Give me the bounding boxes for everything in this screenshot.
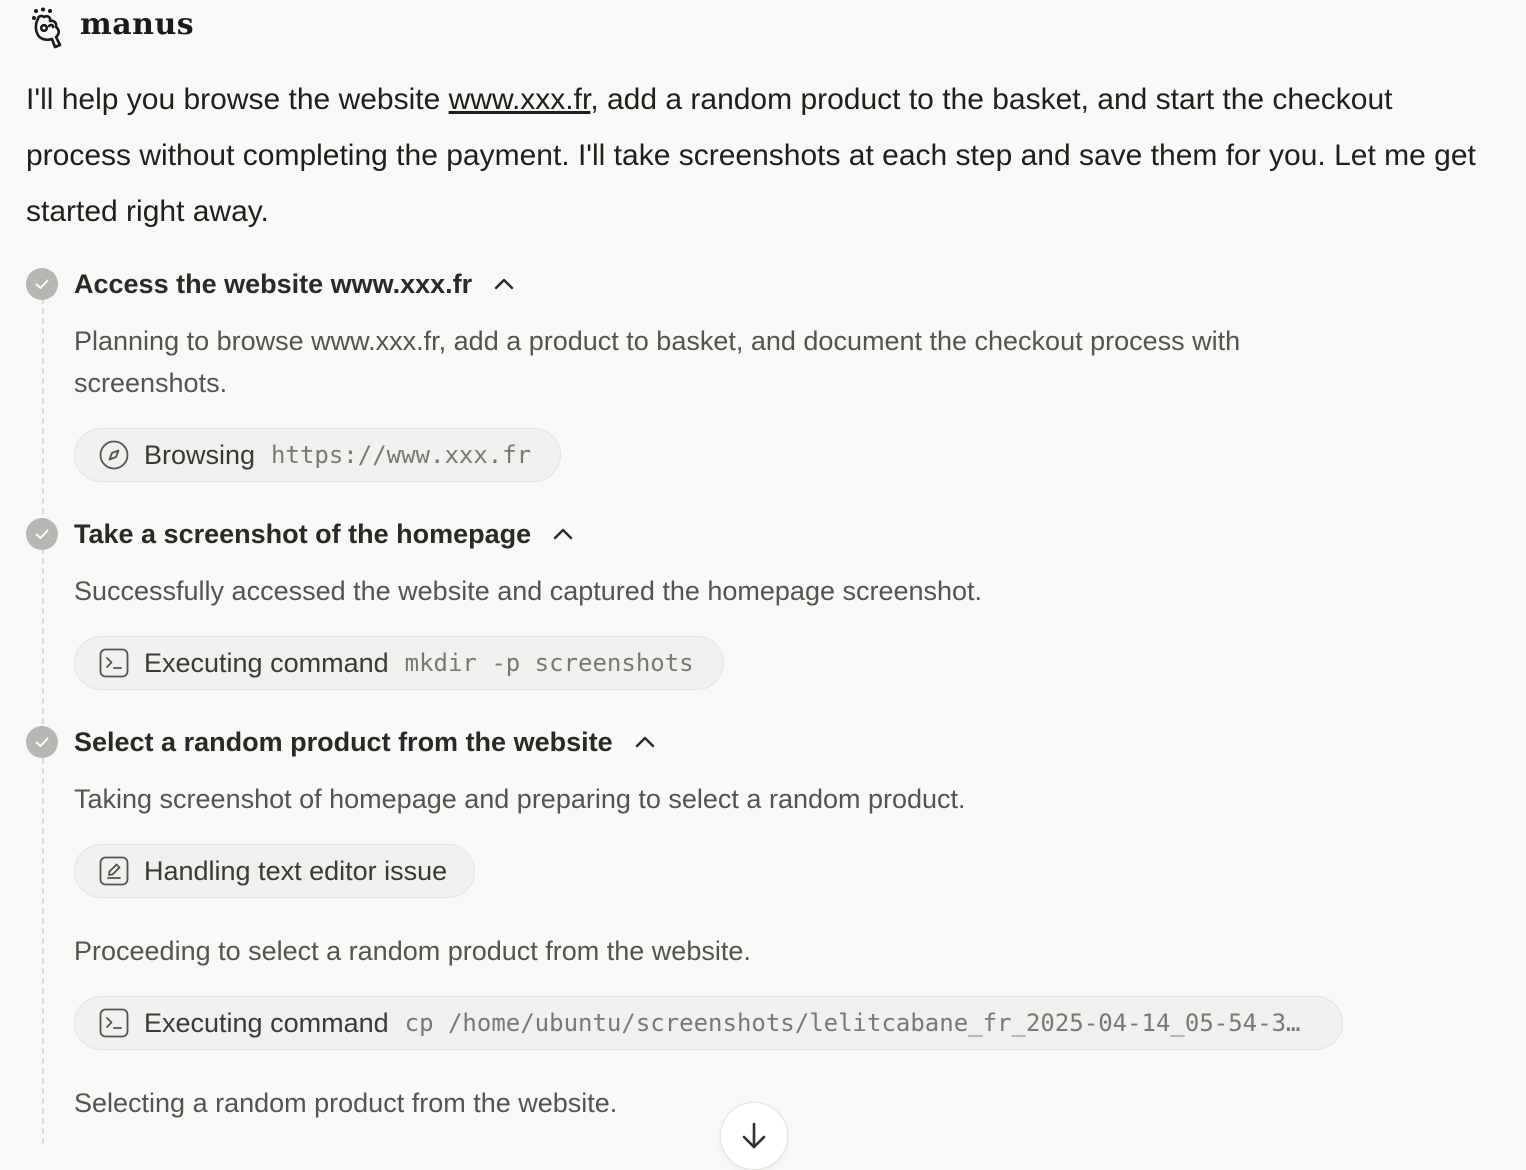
terminal-icon	[99, 648, 129, 678]
compass-icon	[99, 440, 129, 470]
step-description: Successfully accessed the website and captured the homepage screenshot.	[74, 576, 983, 606]
step-note: Proceeding to select a random product from the website.	[74, 936, 751, 966]
edit-icon	[99, 856, 129, 886]
step-title: Access the website www.xxx.fr	[74, 268, 473, 299]
check-icon	[26, 518, 58, 550]
action-chip-command[interactable]	[74, 996, 1343, 1050]
chevron-up-icon[interactable]	[551, 522, 575, 546]
step-title: Take a screenshot of the homepage	[74, 518, 532, 549]
action-chip-command[interactable]	[74, 636, 724, 690]
check-icon	[26, 268, 58, 300]
action-argument: https://www.xxx.fr	[271, 441, 532, 469]
step-header[interactable]	[26, 517, 1506, 551]
step-homepage-screenshot[interactable]	[26, 517, 1506, 551]
action-chip-browsing[interactable]	[74, 428, 561, 482]
action-label: Browsing	[144, 439, 256, 470]
brand-name: manus	[80, 6, 195, 42]
terminal-icon	[99, 1008, 129, 1038]
step-description: Taking screenshot of homepage and preparing to select a random product.	[74, 784, 966, 814]
intro-text-after-link: , add a random product to the basket, and start the checkout process without completing the payment. I'll take screenshots at each step and save them for you. Let me get started right away.	[26, 83, 1476, 228]
step-select-product[interactable]	[26, 725, 1506, 759]
step-note: Selecting a random product from the website.	[74, 1088, 618, 1118]
scroll-to-bottom-button[interactable]	[720, 1102, 788, 1170]
chevron-up-icon[interactable]	[492, 272, 516, 296]
assistant-intro-message	[26, 72, 1496, 240]
action-argument: mkdir -p screenshots	[404, 649, 694, 677]
step-header[interactable]	[26, 267, 1506, 301]
intro-website-link[interactable]: www.xxx.fr	[448, 83, 591, 116]
action-chip-editor[interactable]	[74, 844, 475, 898]
timeline-connector	[42, 298, 44, 1144]
step-description: Planning to browse www.xxx.fr, add a product to basket, and document the checkout process with screenshots.	[74, 326, 1241, 398]
check-icon	[26, 726, 58, 758]
action-label: Handling text editor issue	[144, 855, 448, 886]
action-label: Executing command	[144, 647, 389, 678]
manus-hand-icon	[30, 7, 68, 49]
chevron-up-icon[interactable]	[633, 730, 657, 754]
step-title: Select a random product from the website	[74, 726, 613, 757]
intro-text-before-link: I'll help you browse the website	[26, 83, 449, 116]
step-header[interactable]	[26, 725, 1506, 759]
action-label: Executing command	[144, 1007, 389, 1038]
arrow-down-icon	[739, 1121, 769, 1151]
step-access-website[interactable]	[26, 267, 1506, 301]
app-header	[30, 6, 194, 50]
action-argument: cp /home/ubuntu/screenshots/lelitcabane_fr_2025-04-14_05-54-3…	[404, 1009, 1301, 1037]
